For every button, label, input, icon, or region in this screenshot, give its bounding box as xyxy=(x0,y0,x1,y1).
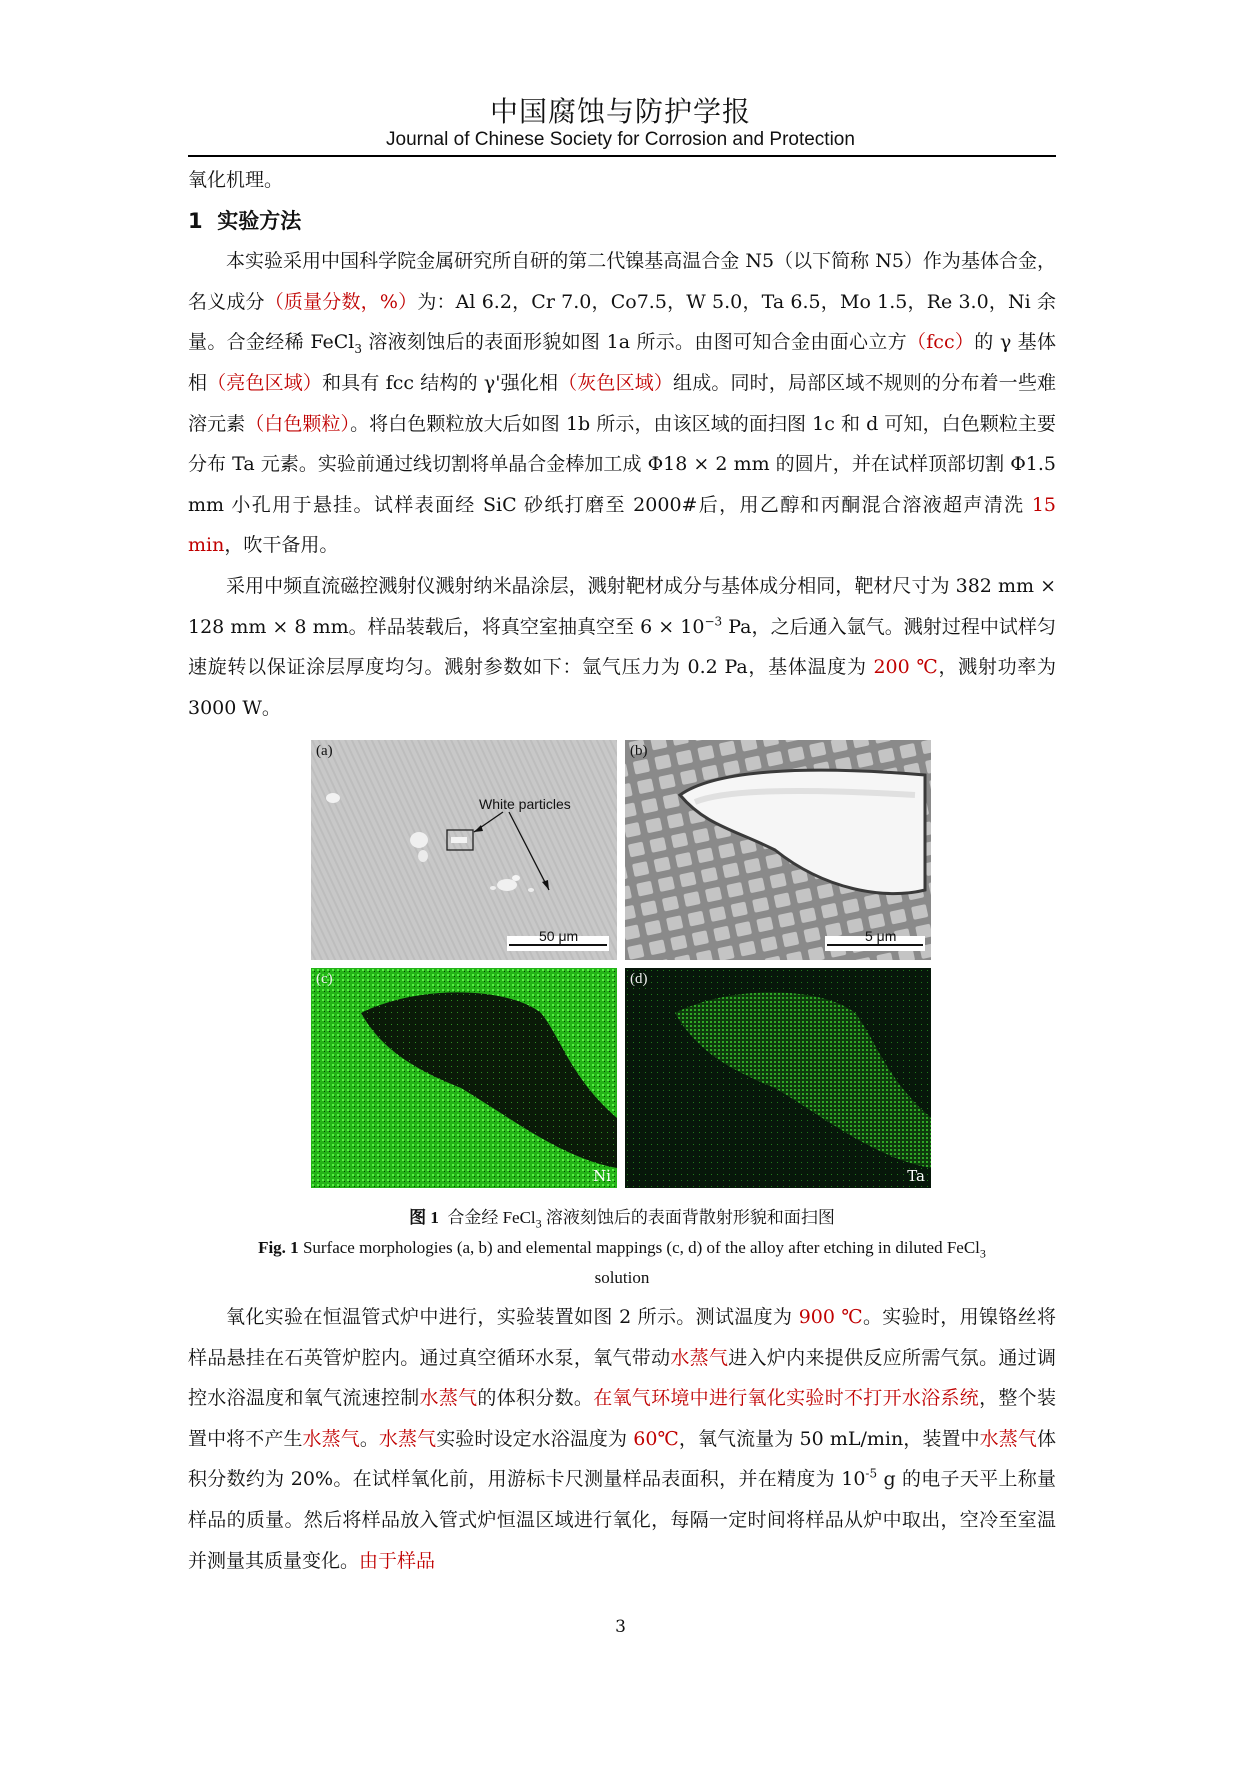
text: ，整个装置中将不产生 xyxy=(188,1387,1056,1450)
paragraph-3 xyxy=(188,1297,1056,1581)
header-rule xyxy=(188,155,1056,157)
caption-text: solution xyxy=(594,1268,650,1287)
text: Pa，之后通入氩气。溅射过程中试样匀速旋转以保证涂层厚度均匀。溅射参数如下：氩气压力为 0.2 Pa，基体温度为 xyxy=(188,615,1056,679)
text: 为：Al 6.2，Cr 7.0，Co7.5，W 5.0，Ta 6.5，Mo 1.5，Re 3.0，Ni 余量。合金经稀 FeCl xyxy=(188,290,1056,354)
caption-label: 图 1 xyxy=(409,1208,439,1227)
highlight: （灰色区域） xyxy=(558,371,674,394)
journal-title-cn: 中国腐蚀与防护学报 xyxy=(489,95,751,128)
panel-b-image xyxy=(625,740,931,960)
text: ，氧气流量为 50 mL/min，装置中 xyxy=(678,1427,980,1450)
panel-b-sem xyxy=(625,740,931,960)
highlight: （fcc） xyxy=(906,331,975,354)
caption-text: Surface morphologies (a, b) and elemental mappings (c, d) of the alloy after etching in diluted FeCl xyxy=(298,1238,980,1257)
section-title: 实验方法 xyxy=(217,208,302,233)
intro-tail: 氧化机理。 xyxy=(188,169,284,191)
highlight: 由于样品 xyxy=(359,1549,436,1572)
highlight: （质量分数，%） xyxy=(264,290,418,313)
text: 组成。同时，局部区域不规则的分布着一些难溶元素 xyxy=(188,371,1056,435)
highlight: 在氧气环境中进行氧化实验时不打开水浴系统 xyxy=(593,1387,980,1410)
highlight: 15 min xyxy=(188,493,1056,557)
body-bottom xyxy=(188,1297,1056,1581)
highlight: （白色颗粒） xyxy=(245,412,351,435)
highlight: 水蒸气 xyxy=(670,1346,729,1369)
panel-b-label: (b) xyxy=(630,743,648,759)
figure-caption-cn xyxy=(188,1203,1056,1231)
panel-a-image xyxy=(311,740,617,960)
highlight: （亮色区域） xyxy=(207,371,323,394)
caption-label: Fig. 1 xyxy=(258,1238,299,1257)
panel-d-label: (d) xyxy=(630,971,648,987)
text: 本实验采用中国科学院金属研究所自研的第二代镍基高温合金 N5（以下简称 N5）作为基体合金，名义成分 xyxy=(188,250,1056,313)
panel-d-element-label: Ta xyxy=(907,1167,925,1185)
caption-text: 合金经 FeCl xyxy=(447,1208,536,1227)
text: 。将白色颗粒放大后如图 1b 所示，由该区域的面扫图 1c 和 d 可知，白色颗粒主要分布 Ta 元素。实验前通过线切割将单晶合金棒加工成 Φ18 × 2 mm 的圆片，并在试样顶部切割 Φ1.5 mm 小孔用于悬挂。试样表面经 SiC 砂纸打磨至 2000#后，用乙醇和丙酮混合溶液超声清洗 xyxy=(188,412,1056,516)
highlight: 水蒸气 xyxy=(302,1427,360,1450)
text: 的体积分数。 xyxy=(477,1387,594,1410)
text: 溶液刻蚀后的表面形貌如图 1a 所示。由图可知合金由面心立方 xyxy=(361,331,907,354)
highlight: 水蒸气 xyxy=(979,1427,1037,1450)
highlight: 60℃ xyxy=(633,1427,679,1450)
caption-text: 溶液刻蚀后的表面背散射形貌和面扫图 xyxy=(541,1208,835,1227)
text: 体积分数约为 20%。在试样氧化前，用游标卡尺测量样品表面积，并在精度为 10 xyxy=(188,1427,1056,1491)
text: 。 xyxy=(359,1427,379,1450)
figure-caption-en xyxy=(188,1233,1056,1293)
text: g 的电子天平上称量样品的质量。然后将样品放入管式炉恒温区域进行氧化，每隔一定时间将样品从炉中取出，空冷至室温并测量其质量变化。 xyxy=(188,1468,1056,1572)
text: 的 γ 基体相 xyxy=(188,331,1056,394)
body-top xyxy=(188,160,1056,728)
panel-b-scalebar-label: 5 μm xyxy=(865,928,897,944)
page-number: 3 xyxy=(615,1617,626,1637)
panel-d-image xyxy=(625,968,931,1188)
highlight: 水蒸气 xyxy=(419,1387,478,1410)
subscript: 3 xyxy=(535,1216,542,1231)
panel-a-label: (a) xyxy=(316,743,333,759)
annotation-white-particles: White particles xyxy=(479,796,571,812)
highlight: 水蒸气 xyxy=(378,1427,437,1450)
panel-a-scalebar-label: 50 μm xyxy=(539,928,579,944)
panel-c-label: (c) xyxy=(316,971,333,987)
highlight: 200 ℃ xyxy=(873,656,939,679)
section-heading xyxy=(188,201,1056,242)
text: ，吹干备用。 xyxy=(224,534,339,557)
highlight: 900 ℃ xyxy=(798,1306,863,1328)
journal-title-en: Journal of Chinese Society for Corrosion and Protection xyxy=(386,129,855,150)
text: 实验时设定水浴温度为 xyxy=(436,1427,634,1450)
panel-c-image xyxy=(311,968,617,1188)
panel-c-element-label: Ni xyxy=(593,1167,611,1185)
text: ，溅射功率为 3000 W。 xyxy=(188,656,1056,719)
paragraph-2 xyxy=(188,566,1056,728)
panel-c-ni-map xyxy=(311,968,617,1188)
section-number: 1 xyxy=(188,208,203,233)
text: 氧化实验在恒温管式炉中进行，实验装置如图 2 所示。测试温度为 xyxy=(226,1306,799,1328)
paragraph-1 xyxy=(188,241,1056,566)
superscript: -5 xyxy=(865,1467,878,1482)
figure-1 xyxy=(311,740,931,1190)
panel-a-sem xyxy=(311,740,617,960)
subscript: 3 xyxy=(979,1246,986,1261)
text: 采用中频直流磁控溅射仪溅射纳米晶涂层，溅射靶材成分与基体成分相同，靶材尺寸为 382 mm × 128 mm × 8 mm。样品装载后，将真空室抽真空至 6 × 10 xyxy=(188,574,1056,638)
text: 。实验时，用镍铬丝将样品悬挂在石英管炉腔内。通过真空循环水泵，氧气带动 xyxy=(188,1306,1056,1369)
subscript: 3 xyxy=(354,342,362,357)
text: 进入炉内来提供反应所需气氛。通过调控水浴温度和氧气流速控制 xyxy=(188,1346,1056,1410)
panel-d-ta-map xyxy=(625,968,931,1188)
text: 和具有 fcc 结构的 γ'强化相 xyxy=(322,371,559,394)
superscript: −3 xyxy=(704,614,723,629)
